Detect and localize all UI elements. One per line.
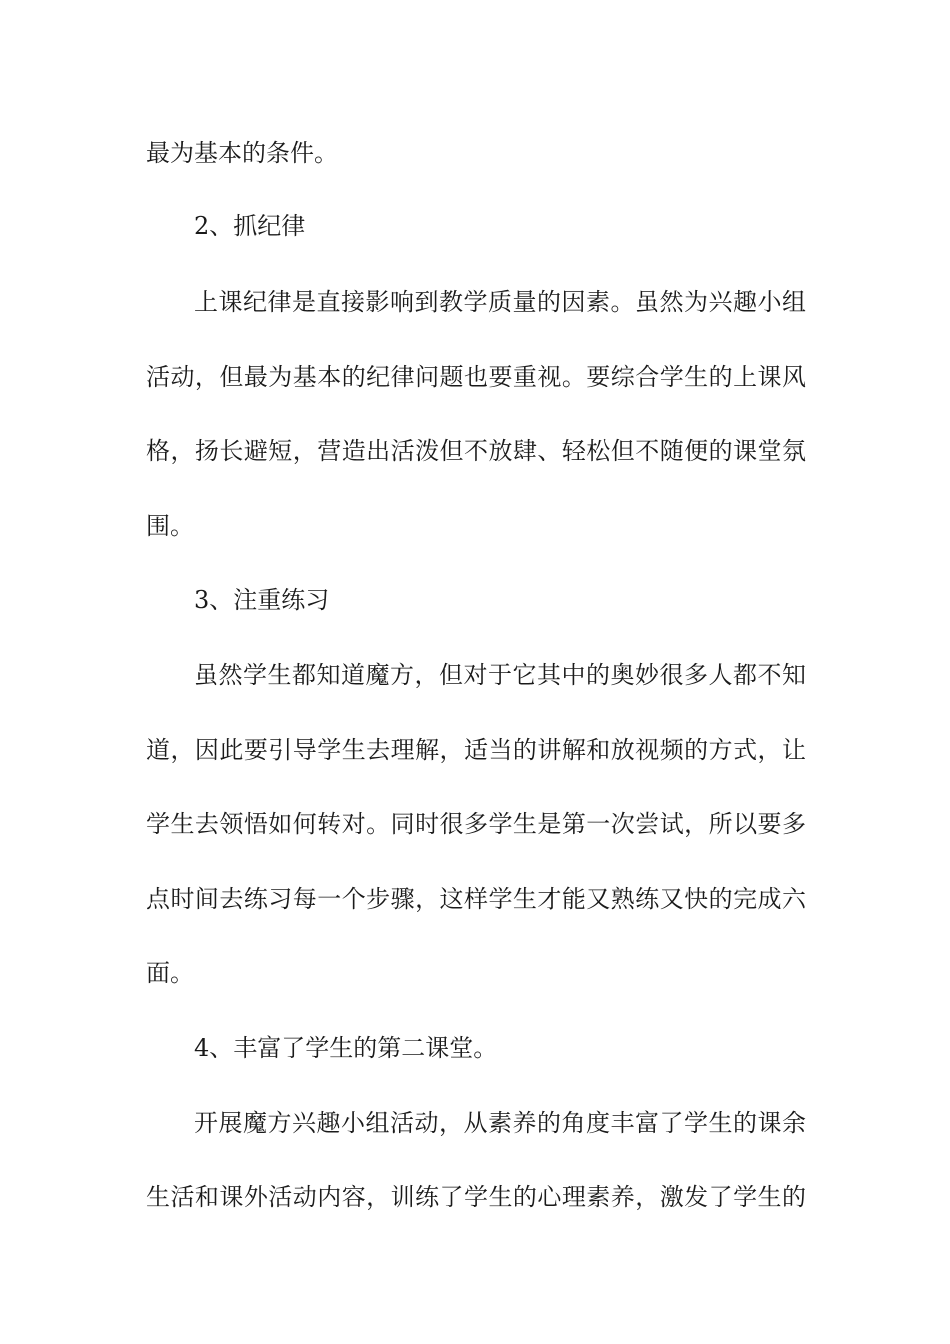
paragraph-line: 虽然学生都知道魔方，但对于它其中的奥妙很多人都不知	[194, 661, 806, 689]
paragraph-line: 生活和课外活动内容，训练了学生的心理素养，激发了学生的	[146, 1183, 806, 1211]
section-heading: 4、丰富了学生的第二课堂。	[194, 1034, 498, 1062]
paragraph-line: 开展魔方兴趣小组活动，从素养的角度丰富了学生的课余	[194, 1109, 806, 1137]
paragraph-line: 道，因此要引导学生去理解，适当的讲解和放视频的方式，让	[146, 736, 806, 764]
paragraph-line: 学生去领悟如何转对。同时很多学生是第一次尝试，所以要多	[146, 810, 806, 838]
paragraph-line: 围。	[146, 512, 194, 540]
paragraph-line: 点时间去练习每一个步骤，这样学生才能又熟练又快的完成六	[146, 885, 806, 913]
paragraph-line: 上课纪律是直接影响到教学质量的因素。虽然为兴趣小组	[194, 288, 806, 316]
paragraph-line: 面。	[146, 959, 194, 987]
paragraph-line: 格，扬长避短，营造出活泼但不放肆、轻松但不随便的课堂氛	[146, 437, 806, 465]
paragraph-line: 活动，但最为基本的纪律问题也要重视。要综合学生的上课风	[146, 363, 806, 391]
paragraph-line: 最为基本的条件。	[146, 139, 338, 167]
section-heading: 2、抓纪律	[194, 212, 306, 240]
section-heading: 3、注重练习	[194, 586, 330, 614]
